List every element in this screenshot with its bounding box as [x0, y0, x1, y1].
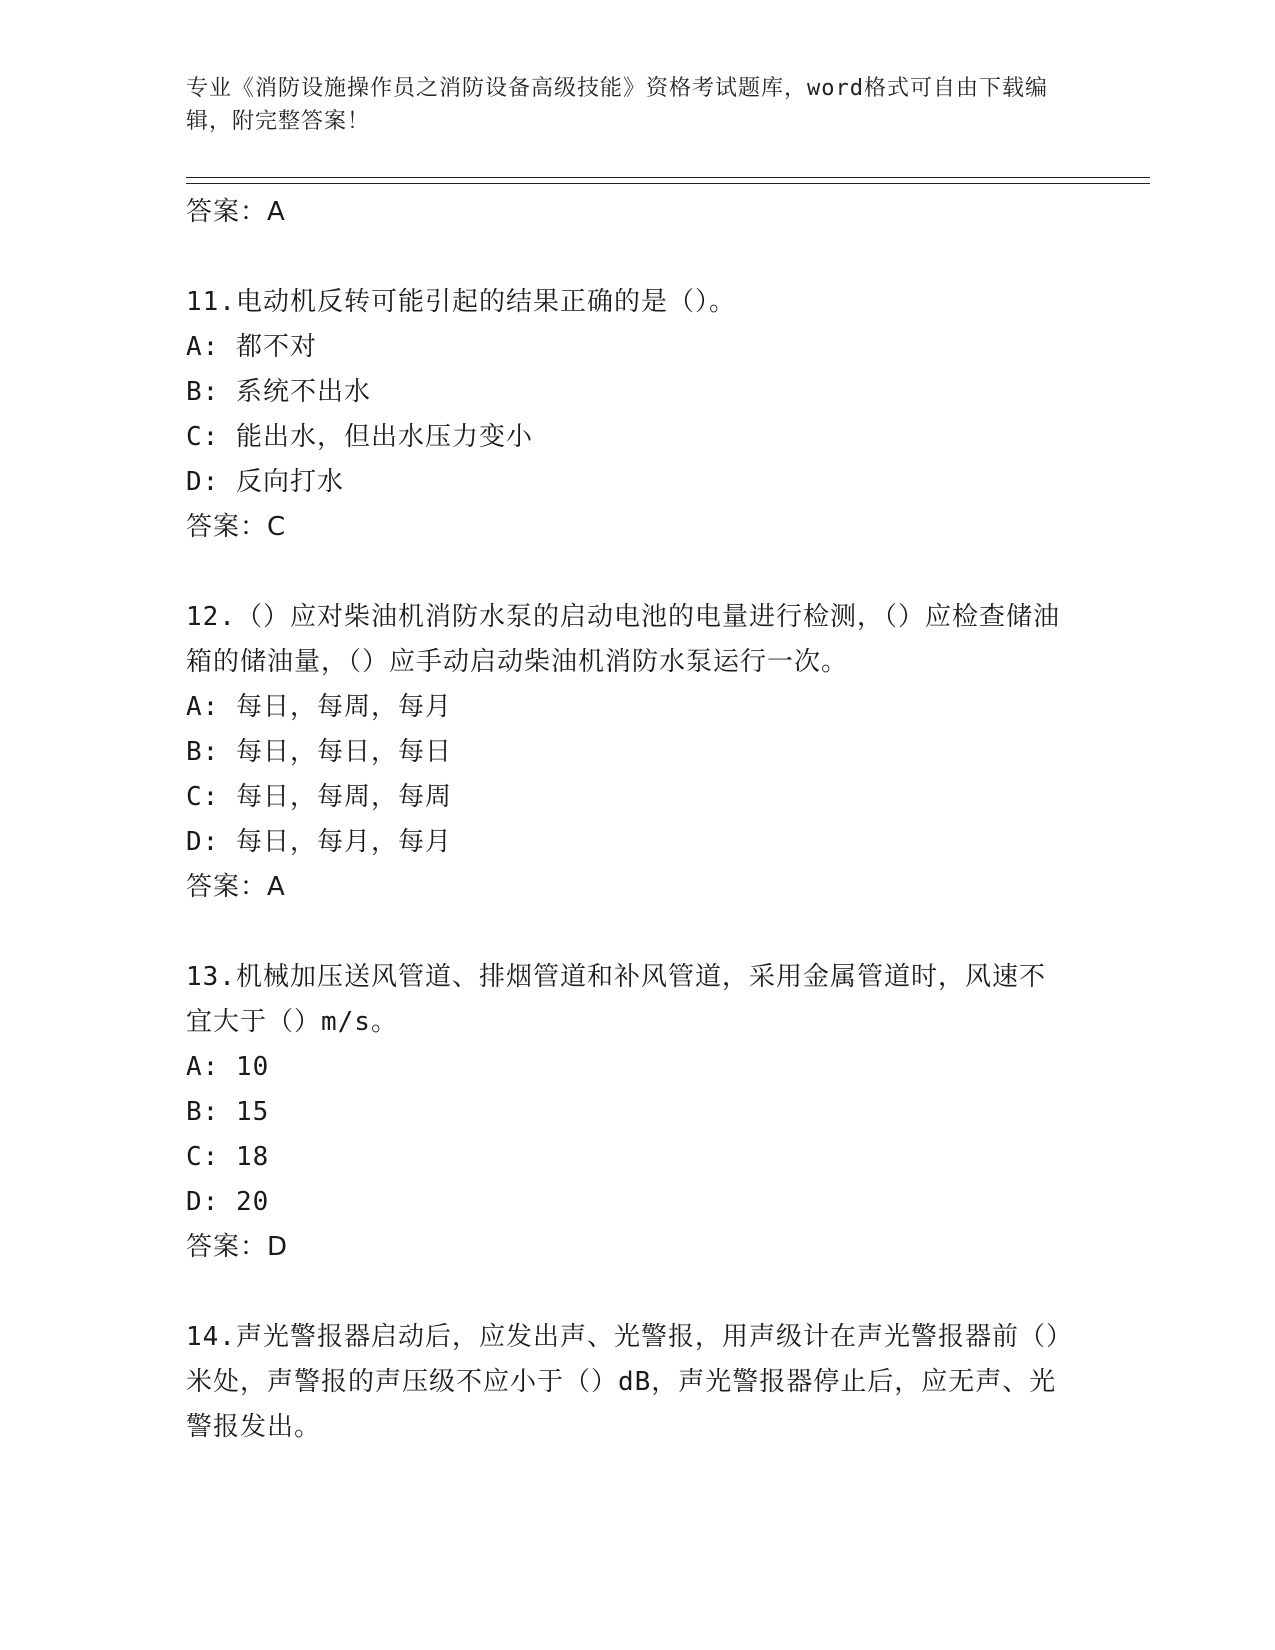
spacer	[186, 1270, 1086, 1315]
header-divider-secondary	[186, 183, 1150, 184]
option-b: B: 每日，每日，每日	[186, 737, 452, 767]
spacer	[186, 910, 1086, 955]
option-c: C: 每日，每周，每周	[186, 782, 452, 812]
option-c: C: 能出水，但出水压力变小	[186, 422, 533, 452]
option-a: A: 都不对	[186, 332, 317, 362]
question-block	[186, 1315, 1086, 1450]
option-b: B: 系统不出水	[186, 377, 371, 407]
question-block	[186, 595, 1086, 910]
answer-label: 答案：A	[186, 872, 286, 902]
option-c: C: 18	[186, 1142, 270, 1172]
question-text: 12.（）应对柴油机消防水泵的启动电池的电量进行检测，（）应检查储油箱的储油量，（）应手动启动柴油机消防水泵运行一次。	[186, 602, 1060, 677]
document-header: 专业《消防设施操作员之消防设备高级技能》资格考试题库，word格式可自由下载编辑，附完整答案！	[186, 76, 1048, 134]
option-d: D: 反向打水	[186, 467, 344, 497]
header-divider	[186, 177, 1150, 178]
answer-label: 答案：A	[186, 197, 286, 227]
option-d: D: 20	[186, 1187, 270, 1217]
option-d: D: 每日，每月，每月	[186, 827, 452, 857]
question-text: 11.电动机反转可能引起的结果正确的是（）。	[186, 287, 736, 317]
answer-label: 答案：C	[186, 512, 287, 542]
option-a: A: 每日，每周，每月	[186, 692, 452, 722]
question-content	[186, 190, 1086, 1450]
question-block	[186, 955, 1086, 1270]
spacer	[186, 235, 1086, 280]
answer-label: 答案：D	[186, 1232, 289, 1262]
question-text: 14.声光警报器启动后，应发出声、光警报，用声级计在声光警报器前（）米处，声警报的声压级不应小于（）dB，声光警报器停止后，应无声、光警报发出。	[186, 1322, 1060, 1442]
spacer	[186, 550, 1086, 595]
question-block	[186, 280, 1086, 550]
question-text: 13.机械加压送风管道、排烟管道和补风管道，采用金属管道时，风速不宜大于（）m/s。	[186, 962, 1046, 1037]
option-b: B: 15	[186, 1097, 270, 1127]
option-a: A: 10	[186, 1052, 270, 1082]
